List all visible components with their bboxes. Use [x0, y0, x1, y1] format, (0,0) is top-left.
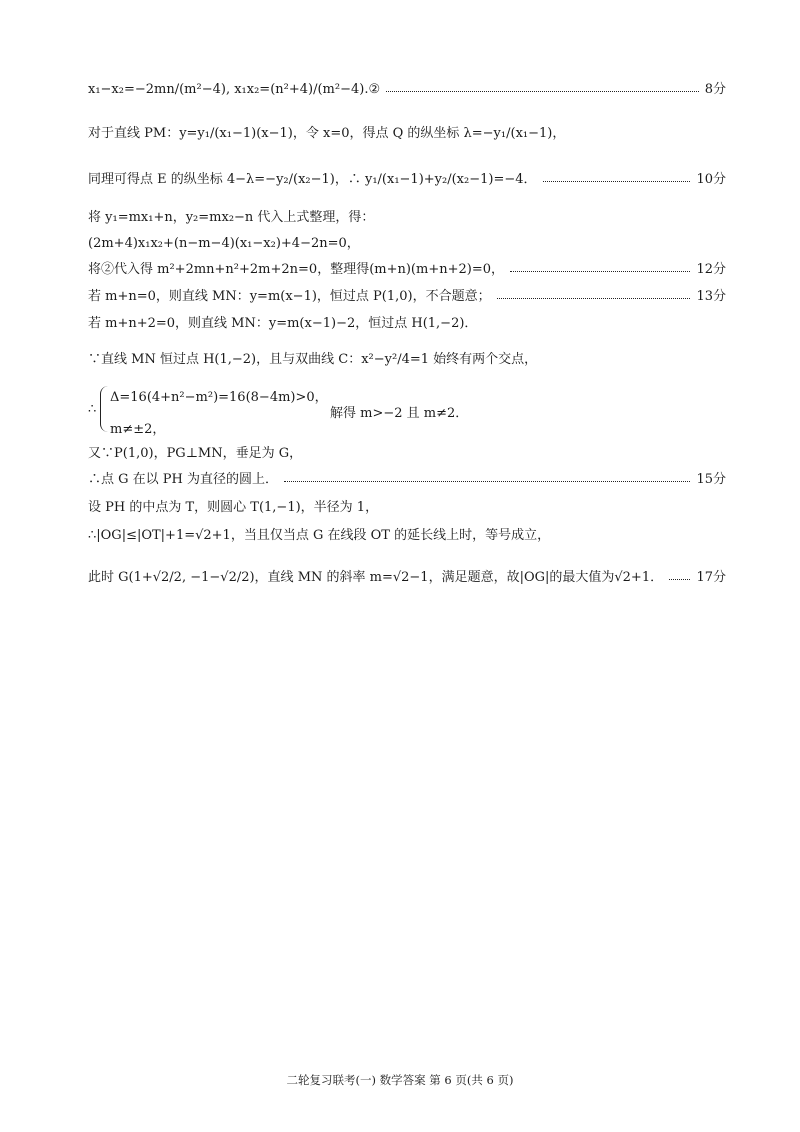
dot-leader	[386, 91, 699, 92]
score-label: 17分	[696, 570, 726, 585]
solution-line-6	[88, 262, 726, 278]
line-text: 又∵P(1,0)，PG⊥MN，垂足为 G，	[88, 446, 303, 461]
solution-line-12	[88, 500, 726, 516]
solution-line-10	[88, 446, 726, 462]
solution-line-13	[88, 528, 726, 544]
system-row-2: m≠±2，	[110, 422, 166, 437]
score-label: 15分	[696, 472, 726, 487]
dot-leader	[510, 271, 690, 272]
solution-line-3	[88, 172, 726, 188]
line-text: 若 m+n+2=0，则直线 MN：y=m(x−1)−2，恒过点 H(1,−2)．	[88, 316, 478, 331]
score-label: 12分	[696, 262, 726, 277]
line-text: 此时 G(1+√2/2, −1−√2/2)，直线 MN 的斜率 m=√2−1，满足题意，故|OG|的最大值为√2+1．	[88, 570, 664, 585]
solution-line-7	[88, 289, 726, 305]
score-label: 10分	[696, 172, 726, 187]
line-text: ∵直线 MN 恒过点 H(1,−2)，且与双曲线 C：x²−y²/4=1 始终有两个交点，	[88, 352, 538, 367]
system-result: 解得 m>−2 且 m≠2．	[330, 406, 469, 421]
line-text: 对于直线 PM：y=y₁/(x₁−1)(x−1)，令 x=0，得点 Q 的纵坐标 λ=−y₁/(x₁−1)，	[88, 126, 566, 141]
line-text: ∴|OG|≤|OT|+1=√2+1，当且仅当点 G 在线段 OT 的延长线上时，等号成立，	[88, 528, 551, 543]
line-text: x₁−x₂=−2mn/(m²−4), x₁x₂=(n²+4)/(m²−4).②	[88, 82, 381, 97]
score-label: 8分	[704, 82, 726, 97]
line-text: (2m+4)x₁x₂+(n−m−4)(x₁−x₂)+4−2n=0，	[88, 236, 360, 251]
therefore-symbol: ∴	[88, 402, 97, 417]
solution-line-5	[88, 236, 726, 252]
dot-leader	[543, 181, 691, 182]
line-text: 若 m+n=0，则直线 MN：y=m(x−1)，恒过点 P(1,0)，不合题意；	[88, 289, 491, 304]
line-text: 设 PH 的中点为 T，则圆心 T(1,−1)，半径为 1，	[88, 500, 379, 515]
line-text: 将②代入得 m²+2mn+n²+2m+2n=0，整理得(m+n)(m+n+2)=0，	[88, 262, 505, 277]
solution-line-1	[88, 82, 726, 98]
dot-leader	[497, 298, 691, 299]
system-row-1: Δ=16(4+n²−m²)=16(8−4m)>0，	[110, 390, 328, 405]
line-text: 将 y₁=mx₁+n，y₂=mx₂−n 代入上式整理，得：	[88, 210, 375, 225]
left-brace	[100, 386, 109, 432]
line-text: 同理可得点 E 的纵坐标 4−λ=−y₂/(x₂−1)，∴ y₁/(x₁−1)+y₂/(x₂−1)=−4．	[88, 172, 537, 187]
solution-line-9	[88, 352, 726, 368]
solution-line-11	[88, 472, 726, 488]
score-label: 13分	[696, 289, 726, 304]
solution-line-8	[88, 316, 726, 332]
solution-line-14	[88, 570, 726, 586]
solution-line-4	[88, 210, 726, 226]
page-footer: 二轮复习联考(一) 数学答案 第 6 页(共 6 页)	[286, 1073, 514, 1087]
dot-leader	[669, 579, 690, 580]
solution-line-2	[88, 126, 726, 142]
line-text: ∴点 G 在以 PH 为直径的圆上．	[88, 472, 278, 487]
dot-leader	[284, 481, 690, 482]
